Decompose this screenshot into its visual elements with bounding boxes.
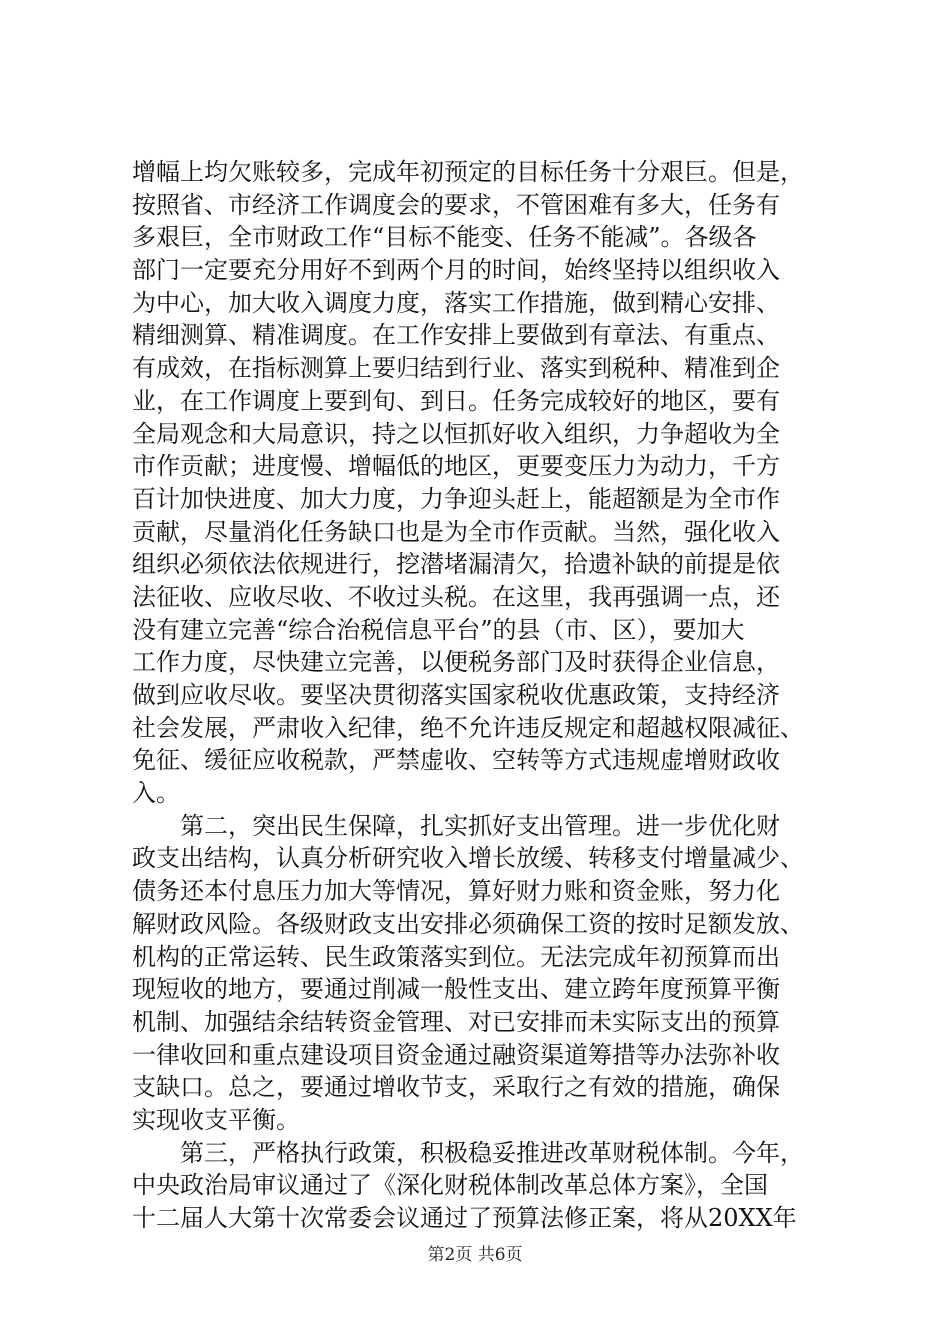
text-line: 债务还本付息压力加大等情况，算好财力账和资金账，努力化 [132, 877, 780, 906]
text-line: 百计加快进度、加大力度，力争迎头赶上，能超额是为全市作 [132, 484, 780, 513]
text-line: 法征收、应收尽收、不收过头税。在这里，我再强调一点，还 [132, 582, 780, 611]
text-line: 一律收回和重点建设项目资金通过融资渠道筹措等办法弥补收 [132, 1040, 780, 1069]
text-line: 工作力度，尽快建立完善，以便税务部门及时获得企业信息， [132, 648, 780, 677]
text-line: 实现收支平衡。 [132, 1105, 300, 1134]
text-line: 入。 [132, 779, 180, 808]
text-line: 免征、缓征应收税款，严禁虚收、空转等方式违规虚增财政收 [132, 746, 780, 775]
text-line: 有成效，在指标测算上要归结到行业、落实到税种、精准到企 [132, 354, 780, 383]
text-line: 机构的正常运转、民生政策落实到位。无法完成年初预算而出 [132, 942, 780, 971]
text-line: 业，在工作调度上要到旬、到日。任务完成较好的地区，要有 [132, 386, 780, 415]
text-line: 部门一定要充分用好不到两个月的时间，始终坚持以组织收入 [132, 256, 780, 285]
text-line: 全局观念和大局意识，持之以恒抓好收入组织，力争超收为全 [132, 419, 780, 448]
text-line: 贡献，尽量消化任务缺口也是为全市作贡献。当然，强化收入 [132, 517, 780, 546]
body-text [132, 156, 832, 1235]
text-line: 第三，严格执行政策，积极稳妥推进改革财税体制。今年， [132, 1138, 804, 1167]
text-line: 政支出结构，认真分析研究收入增长放缓、转移支付增量减少、 [132, 844, 804, 873]
text-line: 机制、加强结余结转资金管理、对已安排而未实际支出的预算 [132, 1007, 780, 1036]
text-line: 市作贡献；进度慢、增幅低的地区，更要变压力为动力，千方 [132, 452, 780, 481]
text-line: 中央政治局审议通过了《深化财税体制改革总体方案》，全国 [132, 1171, 768, 1200]
text-line: 做到应收尽收。要坚决贯彻落实国家税收优惠政策，支持经济 [132, 681, 780, 709]
text-line: 十二届人大第十次常委会议通过了预算法修正案，将从20XX年 [132, 1204, 797, 1232]
text-line: 解财政风险。各级财政支出安排必须确保工资的按时足额发放、 [132, 909, 804, 938]
text-line: 没有建立完善“综合治税信息平台”的县（市、区），要加大 [132, 615, 745, 644]
text-line: 增幅上均欠账较多，完成年初预定的目标任务十分艰巨。但是， [132, 158, 804, 186]
text-line: 为中心，加大收入调度力度，落实工作措施，做到精心安排、 [132, 288, 780, 317]
page-footer: 第2页 共6页 [427, 1245, 523, 1265]
text-line: 社会发展，严肃收入纪律，绝不允许违反规定和超越权限减征、 [132, 713, 804, 742]
text-line: 组织必须依法依规进行，挖潜堵漏清欠，拾遗补缺的前提是依 [132, 550, 780, 579]
text-line: 按照省、市经济工作调度会的要求，不管困难有多大，任务有 [132, 190, 780, 219]
text-line: 多艰巨，全市财政工作“目标不能变、任务不能减”。各级各 [132, 223, 757, 252]
text-line: 支缺口。总之，要通过增收节支，采取行之有效的措施，确保 [132, 1073, 780, 1102]
text-line: 第二，突出民生保障，扎实抓好支出管理。进一步优化财 [132, 811, 780, 840]
text-line: 精细测算、精准调度。在工作安排上要做到有章法、有重点、 [132, 321, 780, 350]
text-line: 现短收的地方，要通过削减一般性支出、建立跨年度预算平衡 [132, 975, 780, 1004]
